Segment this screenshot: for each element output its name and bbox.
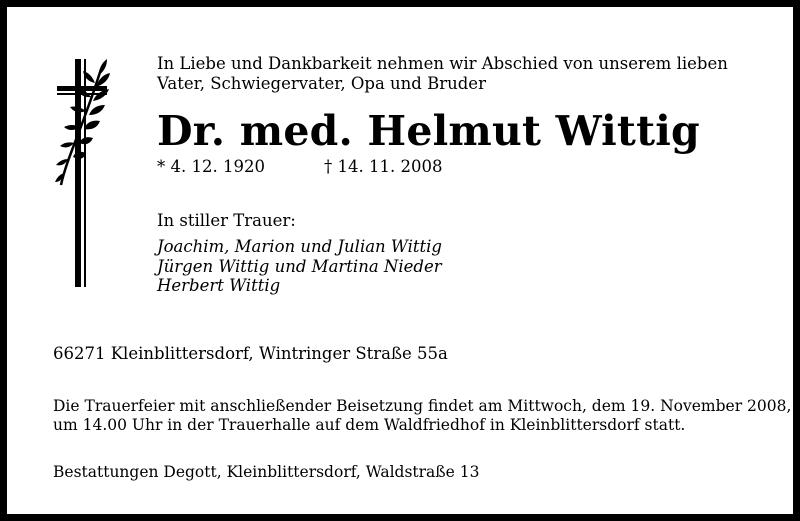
funeral-line-1: Die Trauerfeier mit anschließender Beisetzung findet am Mittwoch, dem 19. November 2008,	[53, 397, 792, 415]
cross-with-palm-branch-icon	[53, 57, 113, 289]
family-address: 66271 Kleinblittersdorf, Wintringer Straße 55a	[53, 344, 448, 363]
intro-line-1: In Liebe und Dankbarkeit nehmen wir Abschied von unserem lieben	[157, 54, 728, 73]
intro-text	[157, 54, 728, 94]
birth-date: * 4. 12. 1920	[157, 157, 265, 176]
death-date: † 14. 11. 2008	[324, 157, 443, 176]
mourners-list	[157, 237, 442, 296]
funeral-info	[53, 397, 791, 435]
funeral-line-2: um 14.00 Uhr in der Trauerhalle auf dem Waldfriedhof in Kleinblittersdorf statt.	[53, 416, 686, 434]
undertaker-info: Bestattungen Degott, Kleinblittersdorf, Waldstraße 13	[53, 463, 480, 481]
mourner-name: Herbert Wittig	[157, 276, 281, 295]
deceased-name: Dr. med. Helmut Wittig	[157, 107, 700, 155]
intro-line-2: Vater, Schwiegervater, Opa und Bruder	[157, 74, 486, 93]
mourner-name: Jürgen Wittig und Martina Nieder	[157, 256, 442, 276]
mourner-name: Joachim, Marion und Julian Wittig	[157, 237, 442, 256]
mourning-heading: In stiller Trauer:	[157, 211, 296, 230]
